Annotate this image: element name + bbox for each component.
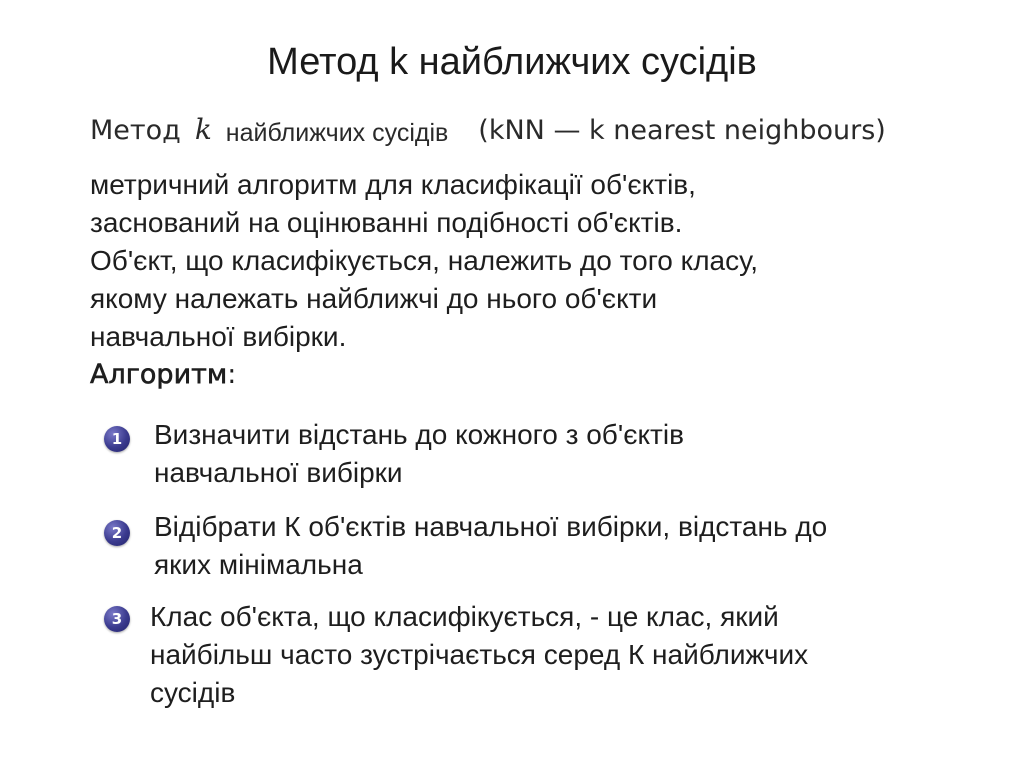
subtitle-k: k: [194, 113, 212, 146]
step-text-line: Відібрати К об'єктів навчальної вибірки, відстань до: [154, 511, 828, 542]
slide-title: Метод k найближчих сусідів: [267, 41, 757, 83]
step-number-badge: 2: [104, 520, 130, 546]
subtitle-english: (kNN — k nearest neighbours): [478, 115, 886, 146]
definition-line: якому належать найближчі до нього об'єкти: [90, 283, 658, 314]
step-text: [154, 508, 827, 584]
step-text-line: Визначити відстань до кожного з об'єктів: [154, 419, 684, 450]
step-text-line: яких мінімальна: [154, 549, 363, 580]
step-text-line: найбільш часто зустрічається серед К найближчих: [150, 639, 809, 670]
step-text: [154, 416, 684, 492]
algorithm-heading-text: Алгоритм: [90, 359, 228, 390]
step-number-badge: 3: [104, 606, 130, 632]
step-text: [150, 598, 808, 712]
step-text-line: навчальної вибірки: [154, 457, 403, 488]
definition-line: навчальної вибірки.: [90, 321, 347, 352]
step-text-line: сусідів: [150, 677, 236, 708]
definition-line: метричний алгоритм для класифікації об'єктів,: [90, 169, 696, 200]
step-number-badge: 1: [104, 426, 130, 452]
subtitle-ukrainian: найближчих сусідів: [225, 119, 449, 147]
definition-line: заснований на оцінюванні подібності об'єктів.: [90, 207, 683, 238]
definition-line: Об'єкт, що класифікується, належить до того класу,: [90, 245, 759, 276]
step-text-line: Клас об'єкта, що класифікується, - це клас, який: [150, 601, 779, 632]
algorithm-heading-colon: :: [227, 359, 237, 390]
subtitle-word-method: Метод: [90, 115, 181, 146]
